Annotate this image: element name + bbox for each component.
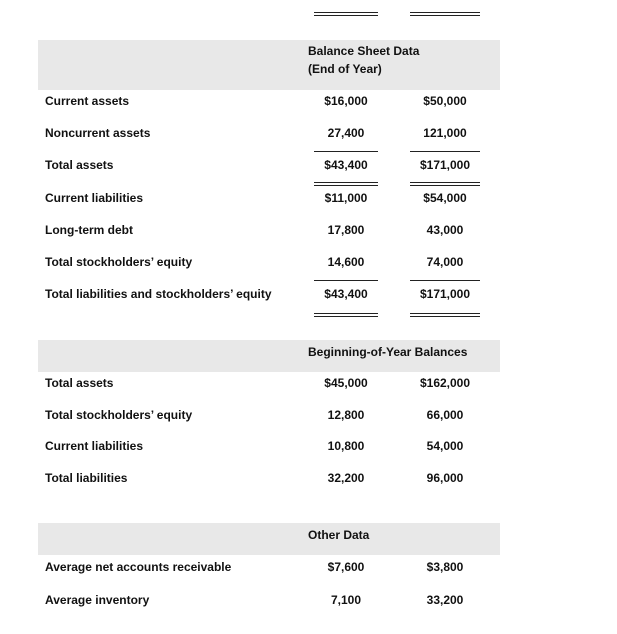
row-label: Average net accounts receivable (45, 560, 232, 574)
row-value-col2: 43,000 (426, 223, 464, 237)
row-value-col2: 54,000 (426, 439, 464, 453)
row-value-col1: $43,400 (324, 158, 368, 172)
row-value-col1: 17,800 (327, 223, 365, 237)
row-value-col2: 74,000 (426, 255, 464, 269)
row-value-col2: $171,000 (419, 158, 471, 172)
balance-sheet-header-subtitle: (End of Year) (308, 62, 382, 76)
row-value-col1: 12,800 (327, 408, 365, 422)
total-double-rule-col1 (314, 182, 378, 186)
row-value-col1: 32,200 (327, 471, 365, 485)
row-label: Total liabilities (45, 471, 128, 485)
balance-sheet-header-band (38, 40, 500, 90)
row-label: Total assets (45, 158, 114, 172)
row-value-col2: $3,800 (426, 560, 464, 574)
row-value-col1: $45,000 (324, 376, 368, 390)
row-value-col1: $43,400 (324, 287, 368, 301)
subtotal-rule-col1 (314, 280, 378, 281)
row-label: Noncurrent assets (45, 126, 151, 140)
row-value-col2: $50,000 (423, 94, 467, 108)
total-double-rule-col2 (410, 313, 480, 317)
row-value-col1: 27,400 (327, 126, 365, 140)
row-value-col2: $162,000 (419, 376, 471, 390)
row-label: Long-term debt (45, 223, 133, 237)
top-double-rule-col2 (410, 12, 480, 16)
other-data-header-band (38, 523, 500, 555)
row-label: Current liabilities (45, 439, 144, 453)
row-value-col2: $54,000 (423, 191, 467, 205)
row-value-col2: 33,200 (426, 593, 464, 607)
row-value-col2: $171,000 (419, 287, 471, 301)
subtotal-rule-col2 (410, 151, 480, 152)
row-value-col2: 121,000 (423, 126, 467, 140)
beginning-balances-header-title: Beginning-of-Year Balances (308, 345, 468, 359)
total-double-rule-col1 (314, 313, 378, 317)
row-label: Total stockholders’ equity (45, 408, 193, 422)
row-value-col1: $7,600 (327, 560, 365, 574)
row-label: Total liabilities and stockholders’ equity (45, 287, 272, 301)
row-value-col1: 7,100 (330, 593, 362, 607)
top-double-rule-col1 (314, 12, 378, 16)
row-label: Total stockholders’ equity (45, 255, 193, 269)
row-value-col1: 10,800 (327, 439, 365, 453)
row-label: Total assets (45, 376, 114, 390)
subtotal-rule-col2 (410, 280, 480, 281)
row-value-col1: $11,000 (324, 191, 368, 205)
balance-sheet-header-title: Balance Sheet Data (308, 44, 420, 58)
total-double-rule-col2 (410, 182, 480, 186)
row-value-col2: 66,000 (426, 408, 464, 422)
other-data-header-title: Other Data (308, 528, 370, 542)
row-label: Average inventory (45, 593, 150, 607)
subtotal-rule-col1 (314, 151, 378, 152)
row-value-col2: 96,000 (426, 471, 464, 485)
row-value-col1: 14,600 (327, 255, 365, 269)
row-label: Current liabilities (45, 191, 144, 205)
row-value-col1: $16,000 (324, 94, 368, 108)
row-label: Current assets (45, 94, 130, 108)
